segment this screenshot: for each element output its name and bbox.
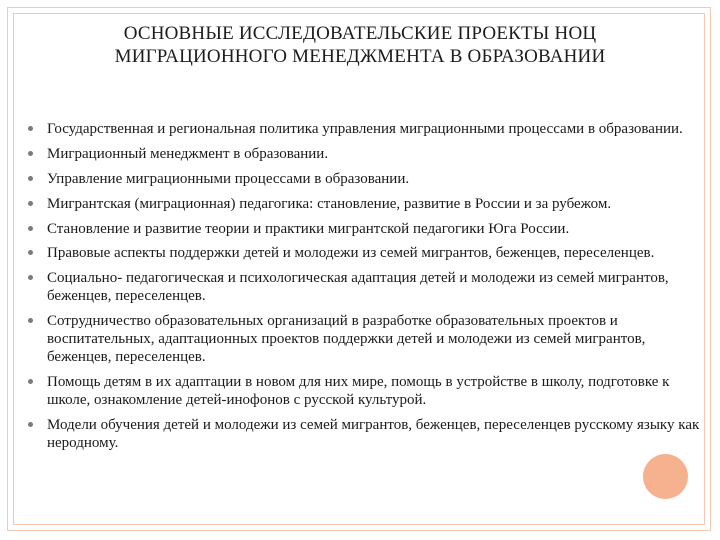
bullet-icon — [28, 126, 33, 131]
list-item-text: Сотрудничество образовательных организаций в разработке образовательных проектов и воспитательных, адаптационных проектов поддержки детей и молодежи из семей мигрантов, беженцев, переселенцев. — [47, 313, 646, 365]
slide-title — [40, 22, 680, 68]
decorative-circle — [643, 454, 688, 499]
slide-title-line-1: ОСНОВНЫЕ ИССЛЕДОВАТЕЛЬСКИЕ ПРОЕКТЫ НОЦ — [123, 23, 597, 44]
list-item-text: Миграционный менеджмент в образовании. — [47, 146, 329, 162]
bullet-icon — [28, 422, 33, 427]
list-item-text: Становление и развитие теории и практики мигрантской педагогики Юга России. — [47, 221, 570, 237]
list-item-text: Модели обучения детей и молодежи из семей мигрантов, беженцев, переселенцев русскому языку как неродному. — [47, 417, 700, 451]
bullet-icon — [28, 379, 33, 384]
bullet-icon — [28, 250, 33, 255]
list-item — [28, 220, 700, 238]
bullet-icon — [28, 176, 33, 181]
list-item — [28, 416, 700, 452]
bullet-icon — [28, 201, 33, 206]
list-item — [28, 195, 700, 213]
bullet-icon — [28, 275, 33, 280]
list-item-text: Государственная и региональная политика управления миграционными процессами в образовании. — [47, 121, 683, 137]
list-item — [28, 312, 700, 366]
list-item — [28, 244, 700, 262]
bullet-icon — [28, 226, 33, 231]
list-item-text: Помощь детям в их адаптации в новом для них мире, помощь в устройстве в школу, подготовке к школе, ознакомление детей-инофонов с русской культурой. — [47, 374, 670, 408]
list-item-text: Управление миграционными процессами в образовании. — [47, 171, 410, 187]
slide-title-line-2: МИГРАЦИОННОГО МЕНЕДЖМЕНТА В ОБРАЗОВАНИИ — [114, 46, 606, 67]
list-item — [28, 170, 700, 188]
list-item — [28, 269, 700, 305]
list-item — [28, 120, 700, 138]
list-item — [28, 145, 700, 163]
bullet-icon — [28, 151, 33, 156]
bullet-icon — [28, 318, 33, 323]
list-item-text: Мигрантская (миграционная) педагогика: становление, развитие в России и за рубежом. — [47, 196, 612, 212]
list-item-text: Социально- педагогическая и психологическая адаптация детей и молодежи из семей мигрантов, беженцев, переселенцев. — [47, 270, 669, 304]
project-list — [28, 120, 700, 452]
list-item — [28, 373, 700, 409]
list-item-text: Правовые аспекты поддержки детей и молодежи из семей мигрантов, беженцев, переселенцев. — [47, 245, 655, 261]
